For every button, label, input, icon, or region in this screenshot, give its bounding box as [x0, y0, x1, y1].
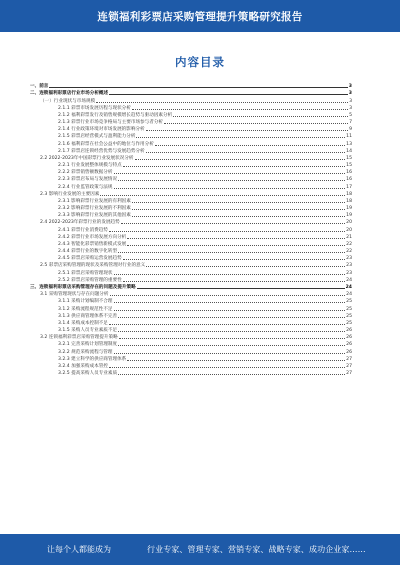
- toc-entry-label: 2.3.1 影响彩票行业发展的有利因素: [58, 198, 131, 204]
- toc-entry[interactable]: [30, 297, 352, 304]
- toc-leader-dots: [123, 166, 345, 167]
- toc-entry-page: 27: [346, 371, 352, 377]
- toc-entry[interactable]: [30, 326, 352, 333]
- toc-entry-page: 24: [346, 292, 352, 298]
- toc-entry-page: 3: [349, 98, 352, 104]
- toc-entry[interactable]: [30, 204, 352, 211]
- toc-leader-dots: [155, 145, 345, 146]
- toc-entry-page: 21: [346, 234, 352, 240]
- toc-leader-dots: [118, 180, 345, 181]
- toc-entry-page: 23: [346, 256, 352, 262]
- toc-entry[interactable]: [30, 233, 352, 240]
- toc-entry-label: 2.2.1 行业发展整体规模与特点: [58, 163, 122, 169]
- toc-entry[interactable]: [30, 139, 352, 146]
- toc-entry-label: 二、连锁福利彩票店行业市场分析概述: [30, 91, 109, 97]
- toc-entry-page: 16: [346, 170, 352, 176]
- toc-entry-page: 24: [346, 277, 352, 283]
- toc-leader-dots: [132, 202, 345, 203]
- toc-entry-page: 25: [346, 299, 352, 305]
- toc-entry-page: 19: [346, 206, 352, 212]
- toc-entry-label: 2.1.7 彩票店连锁经营优势与发展趋势分析: [58, 148, 145, 154]
- toc-entry-page: 23: [346, 270, 352, 276]
- toc-leader-dots: [114, 173, 346, 174]
- toc-entry[interactable]: [30, 168, 352, 175]
- toc-leader-dots: [118, 331, 345, 332]
- toc-entry-label: 3.1.1 采购计划编制不合理: [58, 299, 113, 305]
- toc-leader-dots: [118, 252, 345, 253]
- toc-entry-label: 2.1.6 福利彩票在社会公益中的地位与作用分析: [58, 141, 154, 147]
- toc-entry-page: 25: [346, 313, 352, 319]
- toc-leader-dots: [132, 209, 345, 210]
- toc-entry-label: 2.1.1 彩票市场发展历程与现状分析: [58, 105, 131, 111]
- toc-entry-label: 2.1.4 行业政策环境对市场发展的影响分析: [58, 127, 145, 133]
- toc-entry[interactable]: [30, 225, 352, 232]
- toc-entry-label: 3.2 连锁福利彩票店采购管理提升策略: [40, 335, 118, 341]
- footer-slogan-right: 行业专家、管理专家、营销专家、战略专家、成功企业家……: [147, 545, 366, 554]
- toc-entry[interactable]: [30, 340, 352, 347]
- toc-entry-label: 3.1.3 供应商管理体系不完善: [58, 313, 118, 319]
- toc-leader-dots: [114, 188, 346, 189]
- toc-entry-label: 2.2.4 行业监管政策与法规: [58, 184, 113, 190]
- toc-entry-label: （一）行业现状与市场规模: [40, 98, 96, 104]
- toc-leader-dots: [123, 259, 345, 260]
- toc-entry[interactable]: [30, 347, 352, 354]
- toc-leader-dots: [146, 152, 345, 153]
- toc-entry-page: 18: [346, 191, 352, 197]
- toc-entry-page: 24: [345, 284, 352, 290]
- toc-entry-page: 15: [346, 155, 352, 161]
- toc-leader-dots: [118, 317, 345, 318]
- toc-entry-label: 一、前言: [30, 84, 49, 90]
- toc-entry[interactable]: [30, 254, 352, 261]
- toc-entry-page: 3: [349, 105, 352, 111]
- toc-entry[interactable]: [30, 247, 352, 254]
- toc-leader-dots: [146, 130, 348, 131]
- toc-entry-page: 26: [346, 349, 352, 355]
- toc-entry[interactable]: [30, 290, 352, 297]
- toc-leader-dots: [164, 123, 348, 124]
- toc-entry-label: 3.2.1 完善采购计划管理制度: [58, 342, 118, 348]
- toc-entry[interactable]: [30, 211, 352, 218]
- toc-entry[interactable]: [30, 319, 352, 326]
- toc-entry-page: 25: [346, 320, 352, 326]
- toc-entry-page: 27: [346, 363, 352, 369]
- toc-entry-page: 22: [346, 249, 352, 255]
- header-bar: [0, 0, 400, 32]
- toc-leader-dots: [109, 94, 348, 95]
- toc-entry-page: 3: [348, 84, 352, 90]
- toc-entry-page: 3: [348, 91, 352, 97]
- toc-leader-dots: [146, 266, 345, 267]
- toc-entry-page: 16: [346, 177, 352, 183]
- toc-entry-page: 20: [346, 220, 352, 226]
- toc-entry-page: 14: [346, 148, 352, 154]
- toc-entry-label: 3.2.2 规范采购流程与管理: [58, 349, 113, 355]
- toc-entry-label: 2.4 2022-2023年彩票行业的发展趋势: [40, 220, 120, 226]
- toc-entry-label: 2.4.5 彩票店采购运营发展趋势: [58, 256, 122, 262]
- toc-leader-dots: [132, 216, 345, 217]
- toc-entry[interactable]: [30, 369, 352, 376]
- toc-leader-dots: [136, 137, 345, 138]
- toc-entry[interactable]: [30, 175, 352, 182]
- toc-entry-label: 2.4.4 彩票行业的数字化转型: [58, 249, 118, 255]
- toc-entry-label: 2.1.3 彩票行业市场竞争格局与主要市场参与者分析: [58, 120, 164, 126]
- toc-entry-page: 22: [346, 241, 352, 247]
- toc-entry-page: 20: [346, 227, 352, 233]
- toc-entry[interactable]: [30, 240, 352, 247]
- toc-entry[interactable]: [30, 304, 352, 311]
- toc-entry[interactable]: [30, 147, 352, 154]
- toc-entry-label: 2.2.3 彩票店布局与发展情况: [58, 177, 118, 183]
- toc-entry[interactable]: [30, 261, 352, 268]
- toc-entry-label: 3.2.4 加强采购成本管控: [58, 363, 108, 369]
- toc-entry-page: 11: [346, 134, 352, 140]
- toc-entry[interactable]: [30, 154, 352, 161]
- toc-entry[interactable]: [30, 268, 352, 275]
- footer-slogan-left: 让每个人都能成为: [47, 545, 111, 554]
- toc-entry-page: 13: [346, 141, 352, 147]
- toc-entry[interactable]: [30, 333, 352, 340]
- toc-entry-page: 15: [346, 163, 352, 169]
- toc-entry-label: 3.2.5 提高采购人员专业素质: [58, 371, 118, 377]
- toc-entry[interactable]: [30, 118, 352, 125]
- toc-leader-dots: [109, 324, 345, 325]
- toc-entry-label: 2.4.1 彩票行业消费趋势: [58, 227, 108, 233]
- toc-heading: 内容目录: [175, 55, 225, 69]
- toc-entry-label: 2.5 彩票店采购管理的现状及采购管理对行业的意义: [40, 263, 146, 269]
- toc-entry[interactable]: [30, 111, 352, 118]
- toc-leader-dots: [49, 87, 347, 88]
- toc-leader-dots: [100, 195, 345, 196]
- toc-entry-label: 2.1.2 福利彩票发行及销售规模增长趋势与驱动因素分析: [58, 112, 173, 118]
- toc-entry-page: 17: [346, 184, 352, 190]
- toc-entry[interactable]: [30, 276, 352, 283]
- toc-entry[interactable]: [30, 125, 352, 132]
- toc-entry-page: 27: [346, 356, 352, 362]
- toc-leader-dots: [114, 353, 346, 354]
- toc-entry[interactable]: [30, 161, 352, 168]
- toc-entry-label: 三、连锁福利彩票店采购管理存在的问题及提升策略: [30, 284, 136, 290]
- toc-entry-page: 7: [349, 120, 352, 126]
- toc-leader-dots: [132, 109, 348, 110]
- toc-entry[interactable]: [30, 362, 352, 369]
- toc-leader-dots: [173, 116, 348, 117]
- toc-entry-page: 5: [349, 112, 352, 118]
- toc-entry-label: 2.4.3 智能化彩票销售新模式发展: [58, 241, 127, 247]
- toc-entry-page: 25: [346, 306, 352, 312]
- toc-entry-label: 3.1.4 采购成本控制不足: [58, 320, 108, 326]
- report-title: 连锁福利彩票店采购管理提升策略研究报告: [97, 11, 303, 23]
- toc-entry-label: 3.1 采购管理现状与存在问题分析: [40, 292, 109, 298]
- toc-entry-label: 2.1.5 彩票店经营模式与盈利能力分析: [58, 134, 136, 140]
- toc-entry-label: 2.5.2 彩票店采购管理的重要性: [58, 277, 122, 283]
- toc-entry-label: 2.2 2022-2023年中国彩票行业发展状况分析: [40, 155, 134, 161]
- toc-entry[interactable]: [30, 218, 352, 225]
- toc-leader-dots: [127, 360, 345, 361]
- toc-leader-dots: [114, 274, 346, 275]
- toc-leader-dots: [96, 102, 348, 103]
- toc-entry[interactable]: [30, 283, 352, 290]
- toc-leader-dots: [109, 367, 345, 368]
- toc-leader-dots: [127, 238, 345, 239]
- toc-entry[interactable]: [30, 355, 352, 362]
- toc-entry-label: 2.3.3 影响彩票行业发展的其他因素: [58, 213, 131, 219]
- toc-entry-label: 2.2.2 彩票销售额数据分析: [58, 170, 113, 176]
- toc-entry-page: 26: [346, 342, 352, 348]
- toc-entry-label: 3.1.5 采购人员专业素质不足: [58, 328, 118, 334]
- toc-entry[interactable]: [30, 82, 352, 89]
- toc-leader-dots: [127, 245, 345, 246]
- toc-entry-label: 3.2.3 建立科学的供应商管理体系: [58, 356, 127, 362]
- toc-entry-page: 26: [346, 335, 352, 341]
- toc-entry-page: 9: [349, 127, 352, 133]
- toc-entry[interactable]: [30, 89, 352, 96]
- toc-entry-label: 2.5.1 彩票店采购管理现状: [58, 270, 113, 276]
- toc-entry-label: 2.3 影响行业发展的主要因素: [40, 191, 100, 197]
- footer-bar: [0, 534, 400, 565]
- toc-leader-dots: [114, 302, 346, 303]
- toc-entry[interactable]: [30, 182, 352, 189]
- toc-entry-label: 3.1.2 采购流程规范性不足: [58, 306, 113, 312]
- toc-entry-page: 18: [346, 198, 352, 204]
- toc-leader-dots: [137, 288, 345, 289]
- toc-entry[interactable]: [30, 190, 352, 197]
- toc-leader-dots: [110, 295, 346, 296]
- toc-leader-dots: [109, 231, 345, 232]
- toc-entry-page: 23: [346, 263, 352, 269]
- toc-leader-dots: [121, 223, 345, 224]
- toc-entry[interactable]: [30, 197, 352, 204]
- toc-leader-dots: [123, 281, 345, 282]
- toc-entry[interactable]: [30, 312, 352, 319]
- toc-entry-page: 19: [346, 213, 352, 219]
- toc-entry-page: 26: [346, 328, 352, 334]
- toc-leader-dots: [118, 374, 345, 375]
- toc-entry[interactable]: [30, 132, 352, 139]
- toc-entry-label: 2.3.2 影响彩票行业发展的不利因素: [58, 206, 131, 212]
- table-of-contents: [30, 82, 352, 376]
- toc-entry[interactable]: [30, 104, 352, 111]
- toc-leader-dots: [135, 159, 346, 160]
- toc-entry-label: 2.4.2 彩票行业市场发展方向分析: [58, 234, 127, 240]
- toc-leader-dots: [118, 345, 345, 346]
- toc-leader-dots: [114, 310, 346, 311]
- toc-leader-dots: [119, 338, 345, 339]
- toc-entry[interactable]: [30, 96, 352, 103]
